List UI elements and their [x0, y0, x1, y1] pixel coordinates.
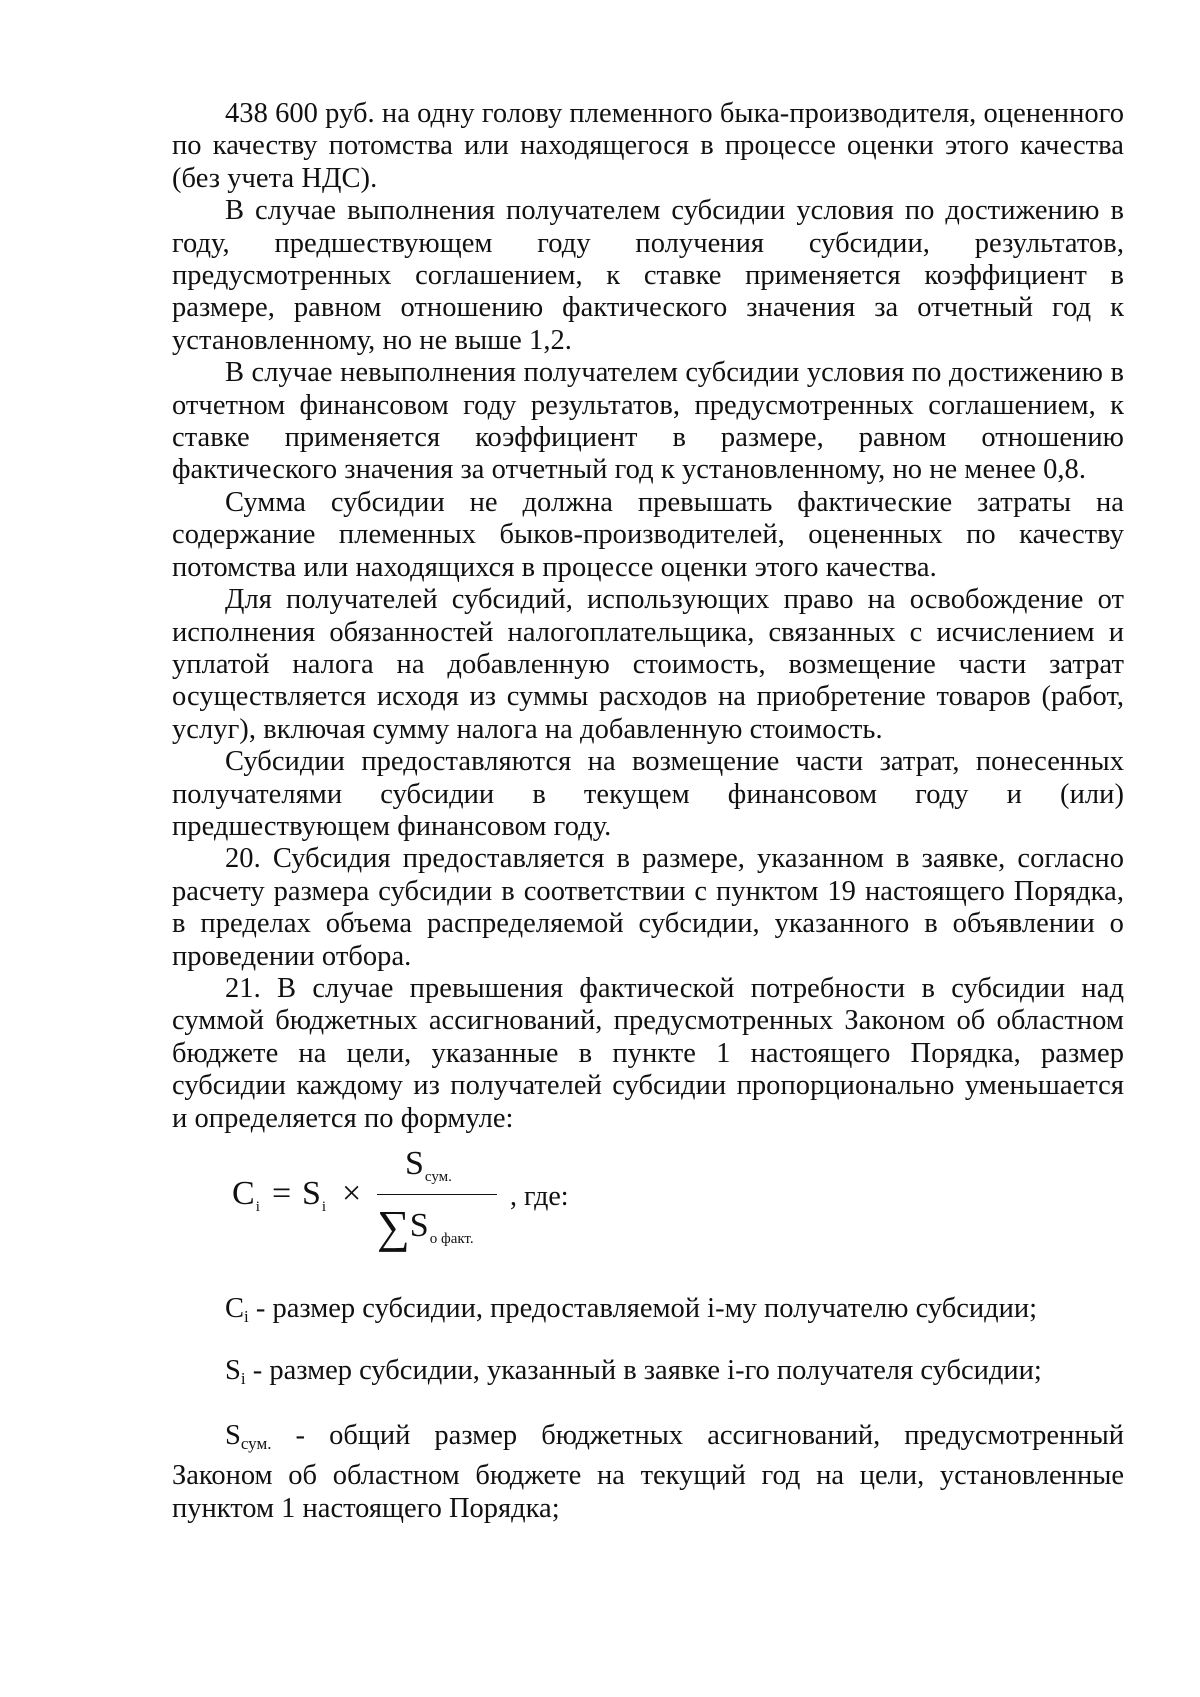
definition-ci: Ci - размер субсидии, предоставляемой i-му получателю субсидии; [225, 1293, 1038, 1326]
subsidy-formula [232, 1145, 1124, 1269]
formula-times: × [342, 1175, 362, 1212]
formula-ci: $C_i$ [232, 1175, 260, 1215]
formula-fraction [377, 1145, 497, 1269]
definition-ssum: Sсум. - общий размер бюджетных ассигнований, предусмотренный Законом об областном бюджете на текущий год на цели, установленные пунктом 1 настоящего Порядка; [172, 1419, 1124, 1524]
sum-sign: ∑ [377, 1201, 410, 1252]
formula-denominator: $\sum S_{о факт.}$ [377, 1201, 474, 1252]
document-page [172, 98, 1124, 1525]
paragraph: В случае выполнения получателем субсидии условия по достижению в году, предшествующем году получения субсидии, результатов, предусмотренных соглашением, к ставке применяется коэффициент в размере, равном отношению фактического значения за отчетный год к установленному, но не выше 1,2. [172, 195, 1124, 356]
paragraph: Для получателей субсидий, использующих право на освобождение от исполнения обязанностей налогоплательщика, связанных с исчислением и уплатой налога на добавленную стоимость, возмещение части затрат осуществляется исходя из суммы расходов на приобретение товаров (работ, услуг), включая сумму налога на добавленную стоимость. [172, 584, 1124, 745]
paragraph: В случае невыполнения получателем субсидии условия по достижению в отчетном финансовом году результатов, предусмотренных соглашением, к ставке применяется коэффициент в размере, равном отношению фактического значения за отчетный год к установленному, но не менее 0,8. [172, 357, 1124, 486]
paragraph: Субсидии предоставляются на возмещение части затрат, понесенных получателями субсидии в текущем финансовом году и (или) предшествующем финансовом году. [172, 746, 1124, 842]
formula-si: $S_i$ [302, 1175, 327, 1215]
formula-where: , где: [510, 1181, 569, 1212]
paragraph-item-21: 21. В случае превышения фактической потребности в субсидии над суммой бюджетных ассигнований, предусмотренных Законом об областном бюджете на цели, указанные в пункте 1 настоящего Порядка, размер субсидии каждому из получателей субсидии пропорционально уменьшается и определяется по формуле: [172, 972, 1124, 1134]
formula-equals: = [272, 1175, 292, 1212]
fraction-bar [377, 1194, 497, 1195]
definition-si: Si - размер субсидии, указанный в заявке i-го получателя субсидии; [225, 1355, 1042, 1389]
formula-numerator: $S_{сум.}$ [405, 1145, 452, 1185]
paragraph: Сумма субсидии не должна превышать фактические затраты на содержание племенных быков-производителей, оцененных по качеству потомства или находящихся в процессе оценки этого качества. [172, 486, 1124, 583]
paragraph-item-20: 20. Субсидия предоставляется в размере, указанном в заявке, согласно расчету размера субсидии в соответствии с пунктом 19 настоящего Порядка, в пределах объема распределяемой субсидии, указанного в объявлении о проведении отбора. [172, 843, 1124, 972]
paragraph: 438 600 руб. на одну голову племенного быка-производителя, оцененного по качеству потомства или находящегося в процессе оценки этого качества (без учета НДС). [172, 98, 1125, 194]
